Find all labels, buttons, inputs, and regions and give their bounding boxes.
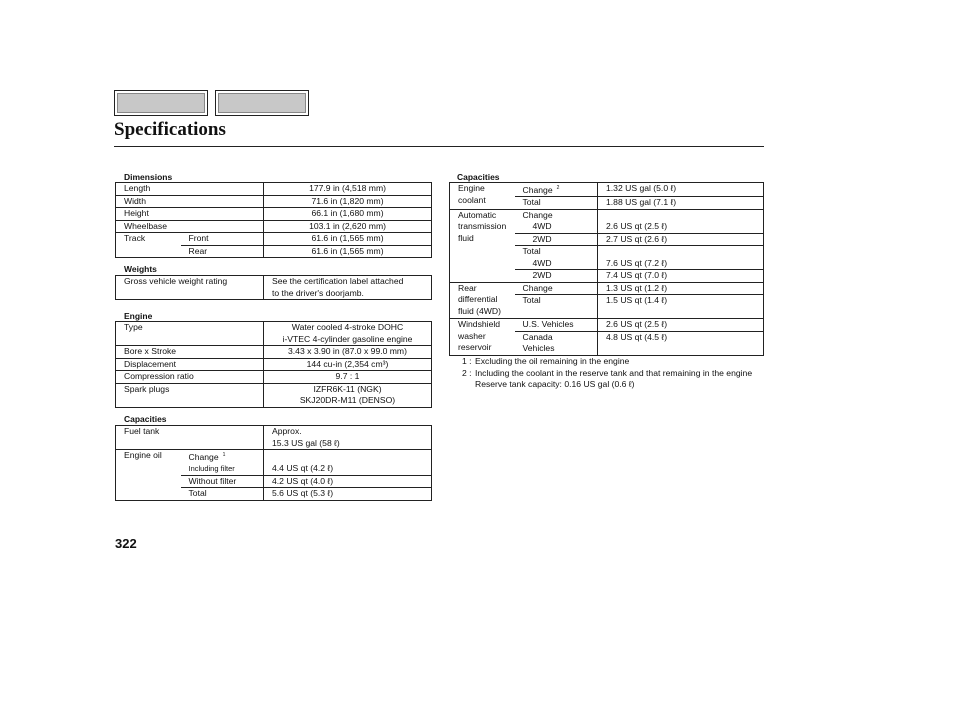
atf-total-4wd-label: 4WD bbox=[515, 258, 598, 270]
spark-label: Spark plugs bbox=[116, 383, 264, 407]
footnote-2 bbox=[462, 368, 765, 391]
engine-heading: Engine bbox=[124, 311, 153, 321]
table-row bbox=[116, 322, 432, 346]
table-row bbox=[450, 183, 764, 197]
weights-heading: Weights bbox=[124, 264, 157, 274]
oil-label: Engine oil bbox=[116, 450, 181, 501]
washer-label3: reservoir bbox=[458, 342, 492, 353]
atf-label2: transmission bbox=[458, 221, 507, 232]
footnote-2-line4: 0.16 US gal (0.6 ℓ) bbox=[564, 379, 635, 390]
gvwr-line2: to the driver's doorjamb. bbox=[272, 287, 364, 298]
height-value: 66.1 in (1,680 mm) bbox=[264, 208, 432, 221]
capacities-right-heading: Capacities bbox=[457, 172, 500, 182]
atf-label3: fluid bbox=[458, 232, 474, 243]
page-number: 322 bbox=[115, 536, 137, 551]
atf-change-label: Change bbox=[515, 209, 598, 221]
engine-table bbox=[115, 321, 432, 408]
capacities-left-heading: Capacities bbox=[124, 414, 167, 424]
table-row bbox=[116, 208, 432, 221]
washer-canada-label1: Canada bbox=[522, 331, 553, 342]
capacities-left-table bbox=[115, 425, 432, 501]
footnote-2-line2: engine bbox=[726, 367, 753, 378]
wheelbase-value: 103.1 in (2,620 mm) bbox=[264, 220, 432, 233]
dimensions-heading: Dimensions bbox=[124, 172, 173, 182]
type-label: Type bbox=[116, 322, 264, 346]
washer-label2: washer bbox=[458, 330, 486, 341]
rear-diff-label3: fluid (4WD) bbox=[458, 305, 501, 316]
track-rear-label: Rear bbox=[181, 245, 264, 258]
footnote-2-line3: Reserve tank capacity: bbox=[475, 379, 562, 390]
spark-line2: SKJ20DR-M11 (DENSO) bbox=[299, 395, 396, 405]
footnote-1-num: 1 : bbox=[462, 356, 472, 366]
oil-incl-value: 4.4 US qt (4.2 ℓ) bbox=[264, 463, 432, 475]
compression-value: 9.7 : 1 bbox=[264, 371, 432, 384]
coolant-label2: coolant bbox=[458, 194, 486, 205]
table-row bbox=[116, 233, 432, 246]
atf-change-4wd-value: 2.6 US qt (2.5 ℓ) bbox=[598, 221, 764, 233]
atf-total-2wd-label: 2WD bbox=[515, 270, 598, 283]
table-row bbox=[450, 282, 764, 295]
weights-table bbox=[115, 275, 432, 300]
atf-change-2wd-label: 2WD bbox=[515, 233, 598, 246]
atf-change-2wd-value: 2.7 US qt (2.6 ℓ) bbox=[598, 233, 764, 246]
atf-label1: Automatic bbox=[458, 209, 497, 220]
gvwr-label: Gross vehicle weight rating bbox=[116, 276, 264, 300]
table-row bbox=[116, 220, 432, 233]
dimensions-table bbox=[115, 182, 432, 258]
rear-diff-change-label: Change bbox=[515, 282, 598, 295]
washer-us-label: U.S. Vehicles bbox=[515, 319, 598, 332]
table-row bbox=[116, 383, 432, 407]
fuel-line2: 15.3 US gal (58 ℓ) bbox=[272, 437, 340, 448]
washer-label1: Windshield bbox=[458, 319, 501, 330]
nav-tab-2[interactable] bbox=[215, 90, 309, 116]
coolant-change-label: Change bbox=[522, 184, 553, 195]
washer-us-value: 2.6 US qt (2.5 ℓ) bbox=[598, 319, 764, 332]
coolant-change-value: 1.32 US gal (5.0 ℓ) bbox=[598, 183, 764, 197]
coolant-label1: Engine bbox=[458, 183, 485, 193]
coolant-total-value: 1.88 US gal (7.1 ℓ) bbox=[598, 197, 764, 210]
displacement-value: 144 cu-in (2,354 cm³) bbox=[264, 358, 432, 371]
table-row bbox=[116, 195, 432, 208]
washer-canada-value: 4.8 US qt (4.5 ℓ) bbox=[598, 331, 764, 355]
footnote-1 bbox=[462, 356, 765, 368]
height-label: Height bbox=[116, 208, 264, 221]
table-row bbox=[116, 358, 432, 371]
table-row bbox=[116, 183, 432, 196]
type-line1: Water cooled 4-stroke DOHC bbox=[291, 322, 404, 332]
atf-change-4wd-label: 4WD bbox=[515, 221, 598, 233]
capacities-right-table bbox=[449, 182, 764, 356]
footnote-2-line1: Including the coolant in the reserve tank and that remaining in the bbox=[475, 367, 724, 378]
page-title: Specifications bbox=[114, 119, 226, 140]
fuel-label: Fuel tank bbox=[116, 426, 264, 450]
rear-diff-total-label: Total bbox=[515, 295, 598, 319]
fuel-line1: Approx. bbox=[272, 426, 302, 436]
atf-total-4wd-value: 7.6 US qt (7.2 ℓ) bbox=[598, 258, 764, 270]
bore-label: Bore x Stroke bbox=[116, 346, 264, 359]
rear-diff-label1: Rear bbox=[458, 282, 477, 293]
spark-line1: IZFR6K-11 (NGK) bbox=[313, 383, 382, 394]
track-rear-value: 61.6 in (1,565 mm) bbox=[264, 245, 432, 258]
table-row bbox=[116, 426, 432, 450]
nav-tab-2-face bbox=[218, 93, 306, 113]
coolant-total-label: Total bbox=[515, 197, 598, 210]
width-value: 71.6 in (1,820 mm) bbox=[264, 195, 432, 208]
compression-label: Compression ratio bbox=[116, 371, 264, 384]
width-label: Width bbox=[116, 195, 264, 208]
type-line2: i-VTEC 4-cylinder gasoline engine bbox=[282, 333, 413, 344]
footnote-2-num: 2 : bbox=[462, 367, 472, 378]
footnote-1-line1: Excluding the oil remaining in the engine bbox=[475, 356, 630, 366]
rear-diff-change-value: 1.3 US qt (1.2 ℓ) bbox=[598, 282, 764, 295]
title-rule bbox=[114, 146, 764, 147]
table-row bbox=[450, 209, 764, 221]
footnotes bbox=[462, 356, 765, 391]
nav-tab-1[interactable] bbox=[114, 90, 208, 116]
bore-value: 3.43 x 3.90 in (87.0 x 99.0 mm) bbox=[264, 346, 432, 359]
oil-without-label: Without filter bbox=[181, 475, 264, 488]
length-label: Length bbox=[116, 183, 264, 196]
oil-change-label: Change bbox=[188, 451, 219, 462]
nav-tab-1-face bbox=[117, 93, 205, 113]
track-front-label: Front bbox=[181, 233, 264, 246]
table-row bbox=[116, 450, 432, 464]
table-row bbox=[116, 371, 432, 384]
table-row bbox=[116, 276, 432, 300]
wheelbase-label: Wheelbase bbox=[116, 220, 264, 233]
oil-change-footnote: 1 bbox=[222, 452, 226, 458]
rear-diff-label2: differential bbox=[458, 294, 498, 305]
track-label: Track bbox=[116, 233, 181, 258]
oil-total-label: Total bbox=[181, 488, 264, 501]
oil-incl-label: Including filter bbox=[181, 463, 264, 475]
table-row bbox=[116, 346, 432, 359]
oil-without-value: 4.2 US qt (4.0 ℓ) bbox=[264, 475, 432, 488]
displacement-label: Displacement bbox=[116, 358, 264, 371]
rear-diff-total-value: 1.5 US qt (1.4 ℓ) bbox=[598, 295, 764, 319]
washer-canada-label2: Vehicles bbox=[522, 343, 555, 354]
gvwr-line1: See the certification label attached bbox=[272, 276, 404, 286]
atf-total-2wd-value: 7.4 US qt (7.0 ℓ) bbox=[598, 270, 764, 283]
coolant-change-footnote: 2 bbox=[556, 185, 560, 191]
track-front-value: 61.6 in (1,565 mm) bbox=[264, 233, 432, 246]
table-row bbox=[450, 319, 764, 332]
atf-total-label: Total bbox=[515, 246, 598, 258]
oil-total-value: 5.6 US qt (5.3 ℓ) bbox=[264, 488, 432, 501]
length-value: 177.9 in (4,518 mm) bbox=[264, 183, 432, 196]
